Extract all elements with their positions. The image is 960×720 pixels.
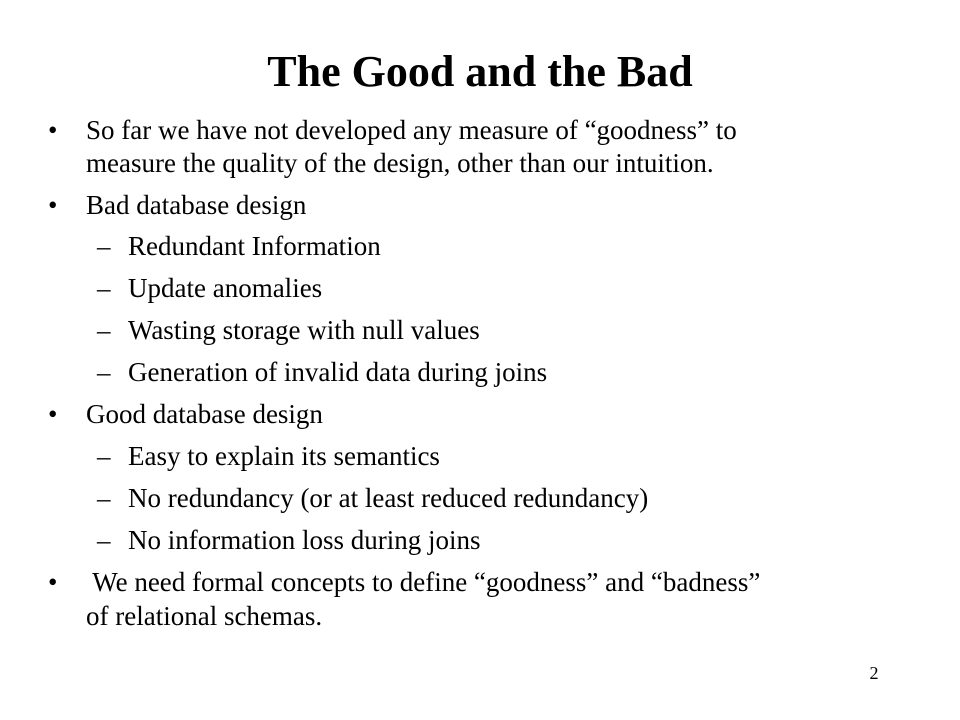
subitem-redundant-information: Redundant Information xyxy=(128,231,381,261)
bullet-text-bad-design: Bad database design xyxy=(86,190,307,220)
slide-title: The Good and the Bad xyxy=(267,47,693,96)
subitem-invalid-data: Generation of invalid data during joins xyxy=(128,357,548,387)
bullet-text-good-design: Good database design xyxy=(86,399,323,429)
bullet-text-formal-concepts-line1: We need formal concepts to define “goodness” and “badness” xyxy=(86,567,761,597)
subitem-no-information-loss: No information loss during joins xyxy=(128,525,481,555)
bullet-text-goodness-line2: measure the quality of the design, other than our intuition. xyxy=(86,148,714,178)
subitem-update-anomalies: Update anomalies xyxy=(128,273,323,303)
dash-marker: – xyxy=(97,483,111,513)
dash-marker: – xyxy=(97,231,111,261)
subitem-explain-semantics: Easy to explain its semantics xyxy=(128,441,440,471)
subitem-wasting-storage: Wasting storage with null values xyxy=(128,315,480,345)
bullet-marker: • xyxy=(48,567,58,597)
dash-marker: – xyxy=(97,357,111,387)
dash-marker: – xyxy=(97,273,111,303)
bullet-marker: • xyxy=(48,399,58,429)
dash-marker: – xyxy=(97,525,111,555)
dash-marker: – xyxy=(97,441,111,471)
bullet-text-goodness-line1: So far we have not developed any measure of “goodness” to xyxy=(86,115,737,145)
bullet-text-formal-concepts-line2: of relational schemas. xyxy=(86,601,323,631)
dash-marker: – xyxy=(97,315,111,345)
subitem-no-redundancy: No redundancy (or at least reduced redundancy) xyxy=(128,483,649,513)
page-number: 2 xyxy=(869,663,879,683)
bullet-marker: • xyxy=(48,115,58,145)
bullet-marker: • xyxy=(48,190,58,220)
